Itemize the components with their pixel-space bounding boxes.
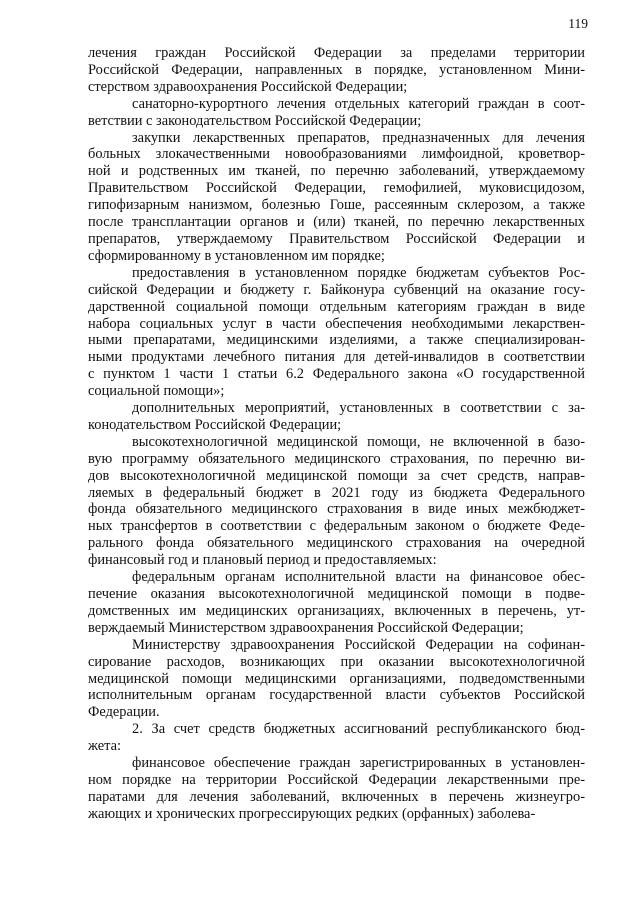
text-line: предоставления в установленном порядке бюджетам субъектов Рос- [132,264,585,281]
text-line: высокотехнологичной медицинской помощи, не включенной в базо- [132,433,585,450]
text-line: лечения граждан Российской Федерации за пределами территории [88,45,585,61]
text-line: жающих и хронических прогрессирующих редких (орфанных) заболева- [88,805,536,822]
page-number: 119 [568,16,588,31]
paragraph [88,400,585,434]
paragraph [88,569,585,637]
text-line: стерством здравоохранения Российской Федерации; [88,78,408,95]
text-line: дов высокотехнологичной медицинской помощи за счет средств, направ- [88,467,585,484]
text-line: паратами для лечения заболеваний, включенных в перечень жизнеугро- [88,788,585,805]
text-line: фонда обязательного медицинского страхования в виде иных межбюджет- [88,501,585,518]
text-line: финансовое обеспечение граждан зарегистрированных в установлен- [132,755,585,772]
text-line: печение оказания высокотехнологичной медицинской помощи в подве- [88,586,585,602]
paragraph [88,130,585,265]
paragraph [88,45,585,96]
text-line: Федерации. [88,704,160,721]
paragraph [88,265,585,400]
text-line: сийской Федерации и бюджету г. Байконура субвенций на оказание госу- [88,281,585,298]
document-body [88,45,585,823]
text-line: санаторно-курортного лечения отдельных категорий граждан в соот- [132,95,585,112]
text-line: с пунктом 1 части 1 статьи 6.2 Федерального закона «О государственной [88,366,585,383]
text-line: ными продуктами лечебного питания для детей-инвалидов в соответствии [88,349,585,366]
paragraph [88,637,585,722]
text-line: верждаемый Министерством здравоохранения Российской Федерации; [88,619,524,636]
paragraph [88,434,585,569]
text-line: домственных им медицинских организациях, включенных в перечень, ут- [88,602,585,619]
text-line: больных злокачественными новообразованиями лимфоидной, кроветвор- [88,146,585,163]
text-line: федеральным органам исполнительной власти на финансовое обес- [132,569,585,586]
text-line: ных трансфертов в соответствии с федеральным законом о бюджете Феде- [88,518,585,535]
text-line: ляемых в федеральный бюджет в 2021 году из бюджета Федерального [88,484,585,501]
text-line: Министерству здравоохранения Российской Федерации на софинан- [132,636,585,653]
text-line: финансовый год и плановый период и предоставляемых: [88,552,437,569]
text-line: ном порядке на территории Российской Федерации лекарственными пре- [88,771,585,788]
text-line: ными препаратами, медицинскими изделиями, а также специализирован- [88,332,585,349]
text-line: Правительством Российской Федерации, гемофилией, муковисцидозом, [88,180,585,197]
text-line: сформированному в установленном им порядке; [88,247,385,264]
text-line: после трансплантации органов и (или) тканей, по перечню лекарственных [88,214,585,231]
text-line: Российской Федерации, направленных в порядке, установленном Мини- [88,61,585,78]
text-line: гипофизарным нанизмом, болезнью Гоше, рассеянным склерозом, а также [88,197,585,214]
text-line: дарственной социальной помощи отдельным категориям граждан в виде [88,298,585,315]
text-line: закупки лекарственных препаратов, предназначенных для лечения [132,129,585,146]
text-line: исполнительным органам государственной власти субъектов Российской [88,687,585,704]
paragraph [88,721,585,755]
text-line: рального фонда обязательного медицинского страхования на очередной [88,535,585,552]
text-line: дополнительных мероприятий, установленных в соответствии с за- [132,400,585,417]
text-line: ветствии с законодательством Российской Федерации; [88,112,422,129]
text-line: ной и родственных им тканей, по перечню заболеваний, утверждаемому [88,163,585,180]
text-line: жета: [88,738,121,755]
paragraph [88,755,585,823]
text-line: препаратов, утверждаемому Правительством Российской Федерации и [88,230,585,247]
text-line: набора социальных услуг в части обеспечения необходимыми лекарствен- [88,315,585,332]
text-line: 2. За счет средств бюджетных ассигнований республиканского бюд- [132,721,585,738]
text-line: сирование расходов, возникающих при оказании высокотехнологичной [88,653,585,670]
text-line: медицинской помощи медицинскими организациями, подведомственными [88,670,585,687]
text-line: конодательством Российской Федерации; [88,416,342,433]
paragraph [88,96,585,130]
text-line: вую программу обязательного медицинского страхования, по перечню ви- [88,450,585,467]
text-line: социальной помощи»; [88,383,225,400]
